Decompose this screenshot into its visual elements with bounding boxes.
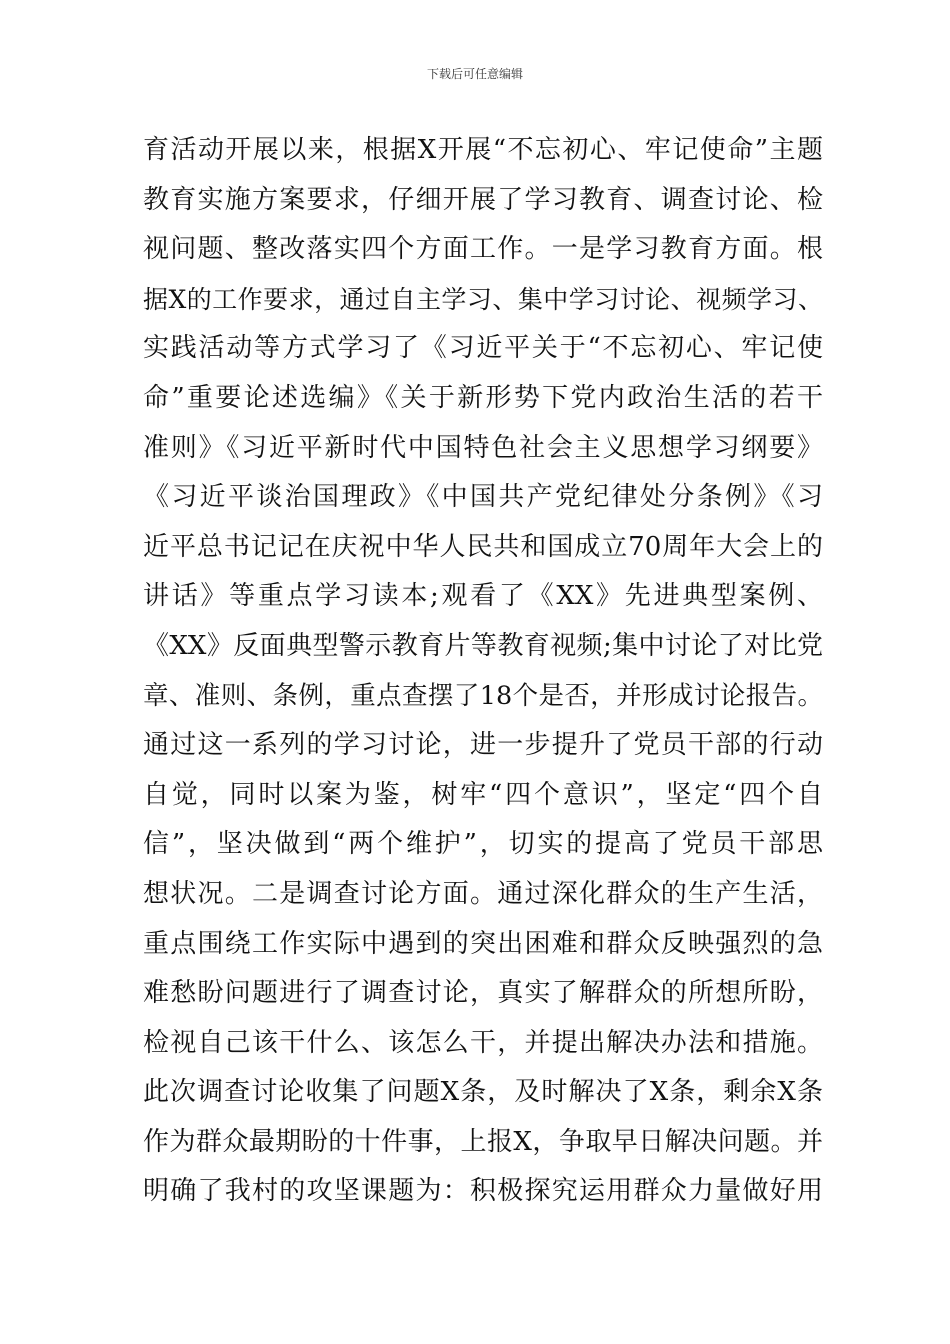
text-line: 章、准则、条例，重点查摆了18个是否，并形成讨论报告。: [143, 680, 823, 711]
document-body: [143, 126, 823, 1217]
text-line: 据X的工作要求，通过自主学习、集中学习讨论、视频学习、: [143, 284, 823, 314]
text-line: 想状况。二是调查讨论方面。通过深化群众的生产生活，: [143, 878, 823, 909]
text-line: 自觉，同时以案为鉴，树牢“四个意识”，坚定“四个自: [143, 779, 823, 810]
text-line: 《习近平谈治国理政》《中国共产党纪律处分条例》《习: [143, 482, 823, 513]
text-line: 难愁盼问题进行了调查讨论，真实了解群众的所想所盼，: [143, 978, 823, 1009]
page-header: 下载后可任意编辑: [426, 67, 523, 81]
text-line: 明确了我村的攻坚课题为：积极探究运用群众力量做好用: [143, 1176, 823, 1207]
text-line: 教育实施方案要求，仔细开展了学习教育、调查讨论、检: [143, 184, 823, 215]
text-line: 育活动开展以来，根据X开展“不忘初心、牢记使命”主题: [143, 135, 823, 165]
text-line: 实践活动等方式学习了《习近平关于“不忘初心、牢记使: [143, 333, 823, 364]
text-line: 检视自己该干什么、该怎么干，并提出解决办法和措施。: [143, 1027, 823, 1058]
text-line: 讲话》等重点学习读本;观看了《XX》先进典型案例、: [143, 581, 823, 612]
text-line: 视问题、整改落实四个方面工作。一是学习教育方面。根: [143, 234, 823, 265]
text-line: 命”重要论述选编》《关于新形势下党内政治生活的若干: [143, 382, 823, 413]
text-line: 《XX》反面典型警示教育片等教育视频;集中讨论了对比党: [143, 630, 823, 661]
text-line: 近平总书记记在庆祝中华人民共和国成立70周年大会上的: [143, 531, 823, 562]
text-line: 此次调查讨论收集了问题X条，及时解决了X条，剩余X条: [143, 1077, 823, 1108]
text-line: 通过这一系列的学习讨论，进一步提升了党员干部的行动: [143, 730, 823, 761]
text-line: 准则》《习近平新时代中国特色社会主义思想学习纲要》: [143, 432, 823, 463]
text-line: 作为群众最期盼的十件事，上报X，争取早日解决问题。并: [143, 1126, 823, 1157]
text-line: 信”，坚决做到“两个维护”，切实的提高了党员干部思: [143, 829, 823, 860]
text-line: 重点围绕工作实际中遇到的突出困难和群众反映强烈的急: [143, 928, 823, 959]
